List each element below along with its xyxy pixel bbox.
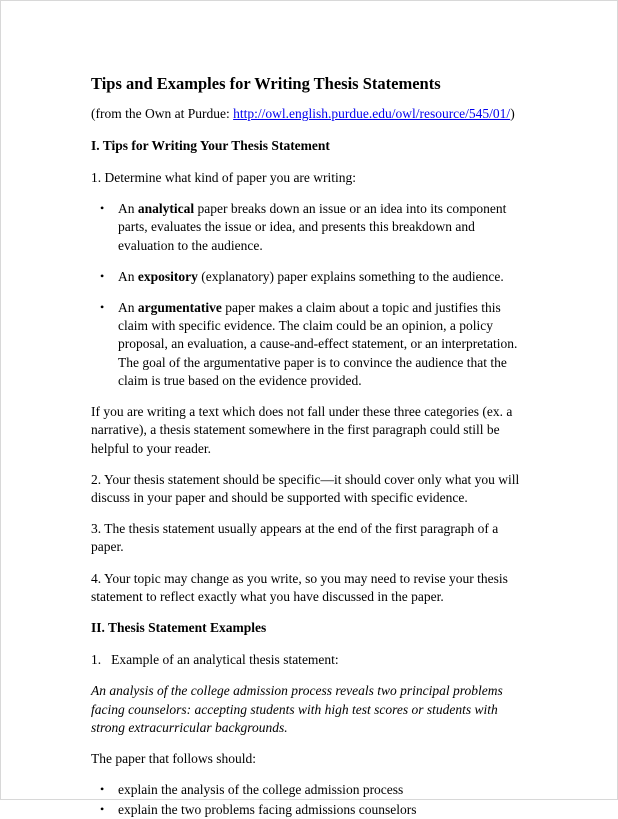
- list-item-text: explain the two problems facing admissions counselors: [118, 801, 417, 817]
- source-prefix: (from the Own at Purdue:: [91, 106, 234, 122]
- bullet-bold-term: expository: [137, 268, 198, 284]
- section1-heading: I. Tips for Writing Your Thesis Statement: [91, 137, 330, 153]
- list-item-text: [118, 268, 531, 286]
- paragraph-tip-4: 4. Your topic may change as you write, so you may need to revise your thesis statement to reflect exactly what you have discussed in the paper.: [91, 570, 508, 604]
- example-number: 1.: [91, 652, 102, 668]
- source-line: [91, 105, 531, 123]
- list-item-analytical: [91, 200, 531, 255]
- list-item-argumentative: [91, 299, 531, 390]
- list-item-text: explain the analysis of the college admission process: [118, 782, 404, 798]
- bullet-icon: •: [100, 268, 105, 283]
- bullet-rest: paper breaks down an issue or an idea into its component parts, evaluates the issue or idea, and presents this breakdown and evaluation to the audience.: [118, 201, 507, 253]
- example-points-list: [91, 781, 531, 818]
- paper-types-list: [91, 200, 531, 390]
- paragraph-tip-3: 3. The thesis statement usually appears at the end of the first paragraph of a paper.: [91, 521, 499, 555]
- source-suffix: ): [510, 106, 515, 122]
- bullet-icon: •: [100, 801, 105, 816]
- paragraph-tip-2: 2. Your thesis statement should be specific—it should cover only what you will discuss in your paper and should be supported with specific evidence.: [91, 471, 520, 505]
- section2-heading: II. Thesis Statement Examples: [91, 620, 267, 636]
- paragraph-follows: The paper that follows should:: [91, 751, 256, 767]
- bullet-rest: paper makes a claim about a topic and justifies this claim with specific evidence. The claim could be an opinion, a policy proposal, an evaluation, a cause-and-effect statement, or an interpretation. The goal of the argumentative paper is to convince the audience that the claim is true based on the evidence provided.: [118, 299, 518, 388]
- list-item-text: [118, 200, 531, 255]
- bullet-pre: An: [118, 299, 138, 315]
- paragraph-example-thesis: An analysis of the college admission process reveals two principal problems facing counselors: accepting students with high test scores or students with strong extracurricular backgrounds.: [91, 683, 503, 735]
- example-label-text: Example of an analytical thesis statement:: [111, 652, 339, 668]
- list-item-text: [118, 299, 531, 390]
- bullet-pre: An: [118, 201, 138, 217]
- paragraph-determine-paper: 1. Determine what kind of paper you are writing:: [91, 169, 357, 185]
- bullet-bold-term: argumentative: [137, 299, 222, 315]
- source-link[interactable]: http://owl.english.purdue.edu/owl/resource/545/01/: [233, 106, 511, 122]
- paragraph-example-label: [91, 651, 531, 669]
- paragraph-narrative-note: If you are writing a text which does not fall under these three categories (ex. a narrative), a thesis statement somewhere in the first paragraph could still be helpful to your reader.: [91, 404, 513, 456]
- bullet-bold-term: analytical: [137, 201, 195, 217]
- document-title: Tips and Examples for Writing Thesis Statements: [91, 74, 441, 93]
- list-item-explain-analysis: [91, 781, 531, 799]
- bullet-rest: (explanatory) paper explains something to the audience.: [197, 268, 504, 284]
- list-item-expository: [91, 268, 531, 286]
- list-item-explain-problems: [91, 801, 531, 819]
- bullet-icon: •: [100, 299, 105, 314]
- bullet-icon: •: [100, 782, 105, 797]
- bullet-icon: •: [100, 201, 105, 216]
- bullet-pre: An: [118, 268, 138, 284]
